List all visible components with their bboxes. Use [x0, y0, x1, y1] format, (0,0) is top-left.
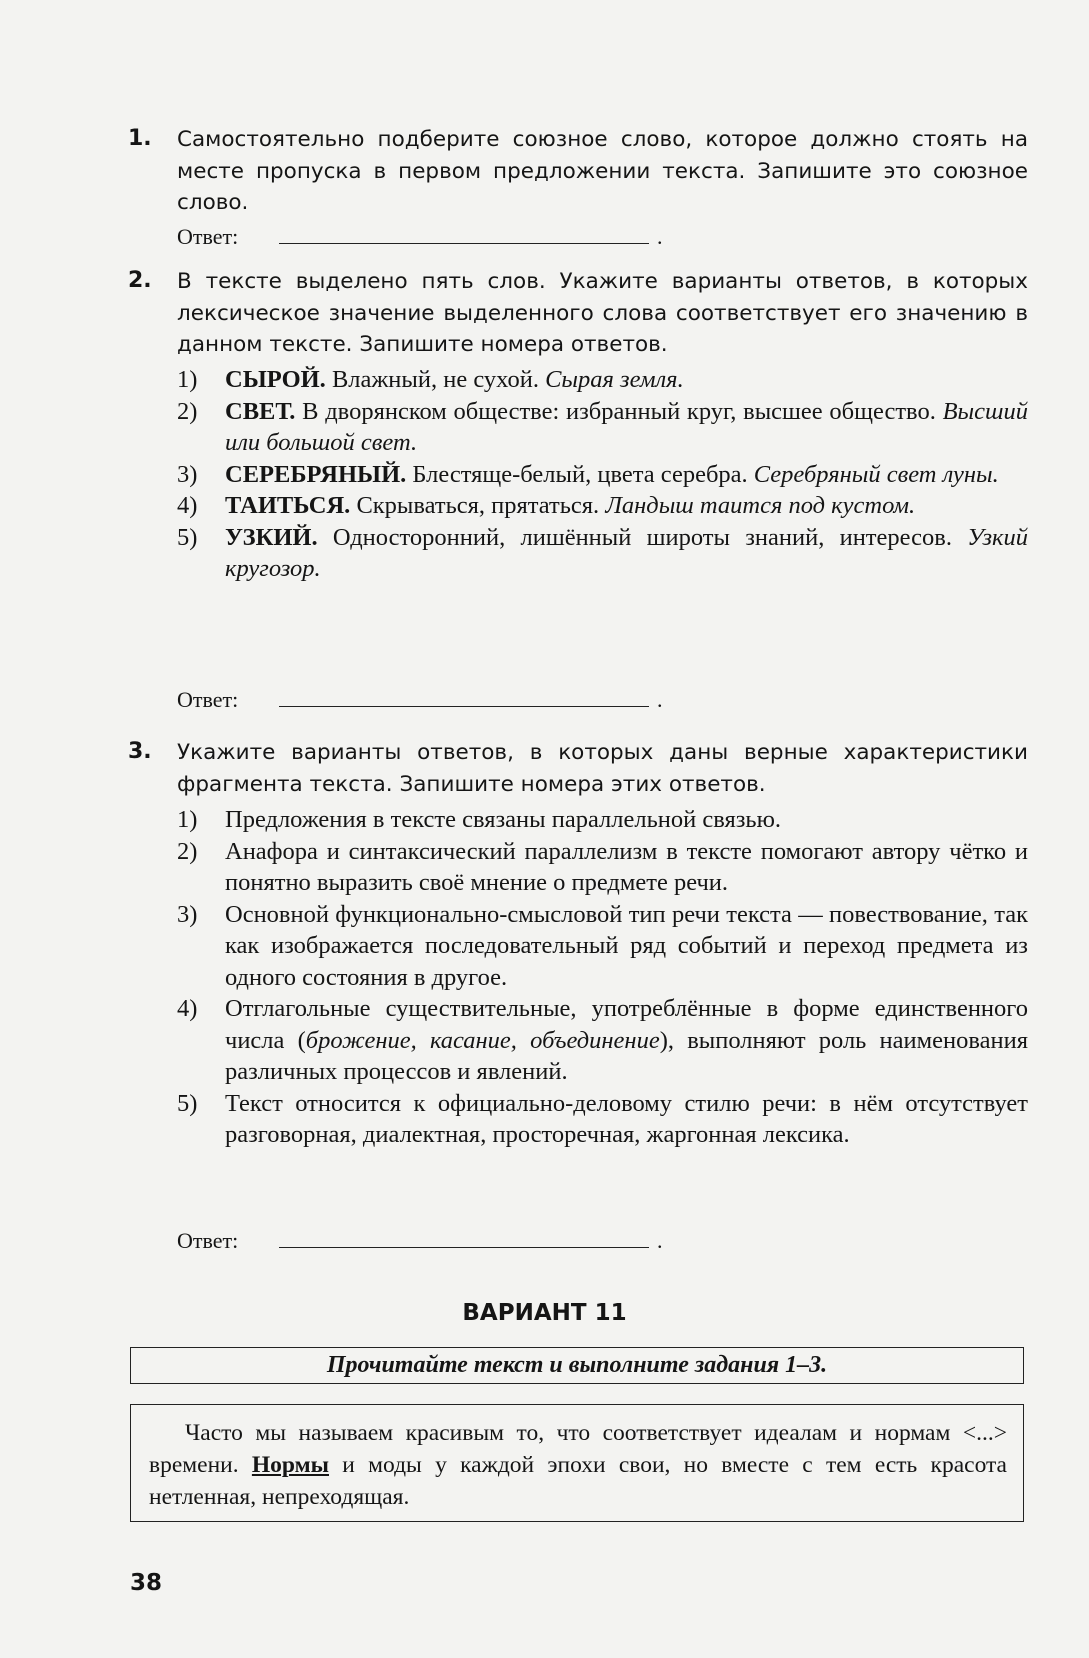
statement: Отглагольные существительные, употреблённые в форме единственного числа (: [225, 995, 1028, 1054]
answer-line[interactable]: [279, 1247, 649, 1248]
list-item: [177, 396, 1028, 459]
page-number: 38: [130, 1570, 163, 1596]
task-text: В тексте выделено пять слов. Укажите варианты ответов, в которых лексическое значение выделенного слова соответствует его значению в данном тексте. Запишите номера ответов.: [177, 269, 1028, 357]
task-text: Укажите варианты ответов, в которых даны верные характеристики фрагмента текста. Запишите номера этих ответов.: [177, 740, 1028, 797]
definition: Влажный, не сухой.: [325, 366, 546, 393]
statement: Анафора и синтаксический параллелизм в тексте помогают автору чётко и понятно выразить своё мнение о предмете речи.: [225, 837, 1028, 896]
answer-end: .: [657, 1228, 663, 1253]
definition: Скрываться, прятаться.: [350, 492, 606, 519]
statement-end: ), выполняют роль наименования различных процессов и явлений.: [225, 1026, 1028, 1085]
variant-title: ВАРИАНТ 11: [462, 1300, 627, 1326]
definition: Односторонний, лишённый широты знаний, интересов.: [317, 523, 968, 551]
example: Серебряный свет луны.: [753, 460, 999, 488]
headword: СВЕТ.: [225, 397, 296, 425]
statement: Текст относится к официально-деловому стилю речи: в нём отсутствует разговорная, диалектная, просторечная, жаргонная лексика.: [225, 1089, 1028, 1148]
answer-line[interactable]: [279, 243, 649, 244]
passage-text: Часто мы называем красивым то, что соответствует идеалам и нормам <...> времени.: [149, 1420, 1007, 1478]
example: Сырая земля.: [545, 366, 684, 393]
example: Ландыш таится под кустом.: [605, 492, 916, 519]
answer-end: .: [657, 224, 663, 249]
list-item: [177, 522, 1028, 585]
example: Узкий кругозор.: [225, 523, 1028, 582]
answer-line[interactable]: [279, 706, 649, 707]
list-item: [177, 459, 1028, 491]
list-item: [177, 993, 1028, 1088]
item-number: 1): [177, 806, 198, 833]
definition: Блестяще-белый, цвета серебра.: [406, 460, 754, 488]
example: Высший или большой свет.: [225, 397, 1028, 456]
answer-end: .: [657, 687, 663, 712]
headword: СЕРЕБРЯНЫЙ.: [225, 460, 407, 488]
item-number: 3): [177, 460, 198, 488]
item-number: 5): [177, 523, 198, 551]
answer-label: Ответ:: [177, 1228, 239, 1253]
instruction-text: Прочитайте текст и выполните задания 1–3.: [326, 1352, 828, 1378]
list-item: [177, 899, 1028, 994]
statement: Основной функционально-смысловой тип речи текста — повествование, так как изображается последовательный ряд событий и переход предмета из одного состояния в другое.: [225, 900, 1028, 991]
list-item: [177, 804, 1028, 836]
highlighted-word: Нормы: [251, 1452, 329, 1478]
answer-label: Ответ:: [177, 224, 239, 249]
task-number: 3.: [128, 739, 152, 764]
headword: УЗКИЙ.: [225, 523, 318, 551]
passage-text-cont: и моды у каждой эпохи свои, но вместе с тем есть красота нетленная, непреходящая.: [149, 1452, 1007, 1510]
answer-field[interactable]: [177, 221, 663, 253]
definition: В дворянском обществе: избранный круг, высшее общество.: [295, 397, 943, 425]
answer-field[interactable]: [177, 1225, 663, 1257]
item-number: 4): [177, 492, 198, 519]
item-number: 2): [177, 837, 198, 865]
headword: СЫРОЙ.: [225, 366, 326, 393]
item-number: 5): [177, 1089, 198, 1117]
answer-field[interactable]: [177, 684, 663, 716]
answer-label: Ответ:: [177, 687, 239, 712]
headword: ТАИТЬСЯ.: [225, 492, 351, 519]
item-number: 4): [177, 995, 198, 1022]
list-item: [177, 836, 1028, 899]
example-words: брожение, касание, объединение: [305, 1026, 660, 1054]
word-list: [177, 364, 1028, 585]
item-number: 1): [177, 366, 198, 393]
task-number: 1.: [128, 126, 152, 151]
list-item: [177, 490, 1028, 522]
list-item: [177, 364, 1028, 396]
passage-box: [130, 1404, 1024, 1522]
task-number: 2.: [128, 268, 152, 293]
statement: Предложения в тексте связаны параллельной связью.: [225, 806, 782, 833]
statement-list: [177, 804, 1028, 1151]
list-item: [177, 1088, 1028, 1151]
instruction-box: [130, 1347, 1024, 1384]
item-number: 3): [177, 900, 198, 928]
task-text: Самостоятельно подберите союзное слово, которое должно стоять на месте пропуска в первом предложении текста. Запишите это союзное слово.: [177, 127, 1028, 215]
item-number: 2): [177, 397, 198, 425]
